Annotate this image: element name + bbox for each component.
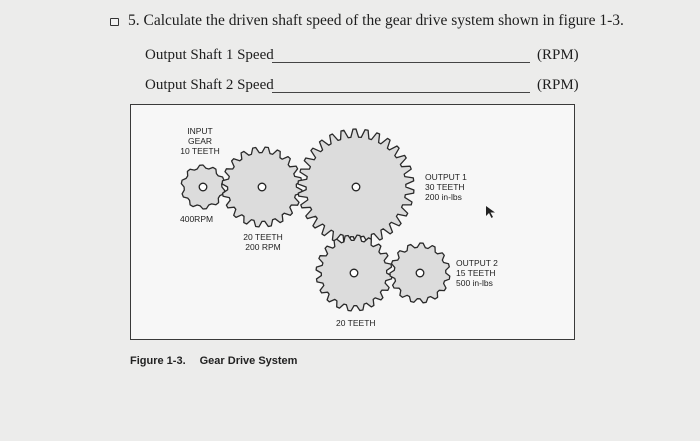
bottom-gear-label: 20 TEETH [336,318,376,328]
input-gear-10-teeth [181,165,224,209]
output-shaft-1-label: Output Shaft 1 Speed [145,47,274,63]
mouse-pointer-icon [485,205,497,219]
figure-caption-number: Figure 1-3. [130,355,186,367]
output-1-gear-30-teeth [298,129,414,245]
output-shaft-2-label: Output Shaft 2 Speed [145,77,274,93]
idler-gear-20-teeth [222,147,302,227]
idler-gear-label: 20 TEETH 200 RPM [243,232,283,252]
figure-caption [130,355,297,367]
output-1-label: OUTPUT 1 30 TEETH 200 in-lbs [425,172,467,202]
input-gear-label: INPUT GEAR 10 TEETH [180,126,220,156]
question-text: Calculate the driven shaft speed of the gear drive system shown in figure 1-3. [143,12,624,29]
output-shaft-1-unit: (RPM) [537,47,579,63]
output-2-label: OUTPUT 2 15 TEETH 500 in-lbs [456,258,498,288]
question-number: 5. [128,12,140,29]
bottom-gear-20-teeth [316,235,392,311]
input-speed-label: 400RPM [180,214,214,224]
output-shaft-2-unit: (RPM) [537,77,579,93]
figure-caption-title: Gear Drive System [199,355,298,367]
output-2-gear-15-teeth [390,243,450,303]
